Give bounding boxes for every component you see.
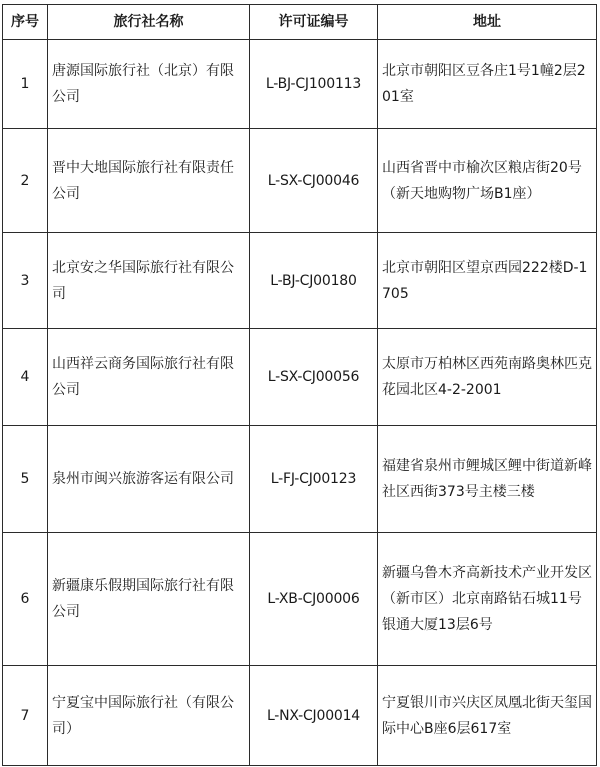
cell-agency-name: 新疆康乐假期国际旅行社有限公司 bbox=[48, 533, 250, 666]
cell-address: 太原市万柏林区西苑南路奥林匹克花园北区4-2-2001 bbox=[378, 329, 597, 426]
table-row bbox=[3, 426, 597, 533]
cell-license-number: L-BJ-CJ100113 bbox=[250, 40, 378, 129]
table-row bbox=[3, 40, 597, 129]
cell-address: 北京市朝阳区望京西园222楼D-1705 bbox=[378, 233, 597, 329]
table-row bbox=[3, 129, 597, 233]
table-body bbox=[3, 40, 597, 766]
cell-address: 宁夏银川市兴庆区凤凰北街天玺国际中心B座6层617室 bbox=[378, 666, 597, 766]
cell-agency-name: 泉州市闽兴旅游客运有限公司 bbox=[48, 426, 250, 533]
cell-license-number: L-XB-CJ00006 bbox=[250, 533, 378, 666]
table-row bbox=[3, 666, 597, 766]
table-row bbox=[3, 329, 597, 426]
cell-agency-name: 山西祥云商务国际旅行社有限公司 bbox=[48, 329, 250, 426]
cell-agency-name: 晋中大地国际旅行社有限责任公司 bbox=[48, 129, 250, 233]
cell-agency-name: 北京安之华国际旅行社有限公司 bbox=[48, 233, 250, 329]
header-row bbox=[3, 5, 597, 40]
cell-license-number: L-NX-CJ00014 bbox=[250, 666, 378, 766]
cell-serial-number: 4 bbox=[3, 329, 48, 426]
cell-license-number: L-FJ-CJ00123 bbox=[250, 426, 378, 533]
cell-serial-number: 6 bbox=[3, 533, 48, 666]
cell-serial-number: 7 bbox=[3, 666, 48, 766]
header-agency-name: 旅行社名称 bbox=[48, 5, 250, 40]
cell-serial-number: 3 bbox=[3, 233, 48, 329]
cell-agency-name: 宁夏宝中国际旅行社（有限公司） bbox=[48, 666, 250, 766]
table-header bbox=[3, 5, 597, 40]
cell-serial-number: 2 bbox=[3, 129, 48, 233]
cell-address: 山西省晋中市榆次区粮店街20号（新天地购物广场B1座） bbox=[378, 129, 597, 233]
header-address: 地址 bbox=[378, 5, 597, 40]
cell-address: 北京市朝阳区豆各庄1号1幢2层201室 bbox=[378, 40, 597, 129]
cell-address: 福建省泉州市鲤城区鲤中街道新峰社区西街373号主楼三楼 bbox=[378, 426, 597, 533]
cell-license-number: L-BJ-CJ00180 bbox=[250, 233, 378, 329]
cell-serial-number: 1 bbox=[3, 40, 48, 129]
header-serial-number: 序号 bbox=[3, 5, 48, 40]
cell-serial-number: 5 bbox=[3, 426, 48, 533]
cell-address: 新疆乌鲁木齐高新技术产业开发区（新市区）北京南路钻石城11号银通大厦13层6号 bbox=[378, 533, 597, 666]
table-row bbox=[3, 233, 597, 329]
cell-license-number: L-SX-CJ00046 bbox=[250, 129, 378, 233]
travel-agency-table bbox=[2, 4, 597, 766]
cell-license-number: L-SX-CJ00056 bbox=[250, 329, 378, 426]
header-license-number: 许可证编号 bbox=[250, 5, 378, 40]
table-row bbox=[3, 533, 597, 666]
cell-agency-name: 唐源国际旅行社（北京）有限公司 bbox=[48, 40, 250, 129]
